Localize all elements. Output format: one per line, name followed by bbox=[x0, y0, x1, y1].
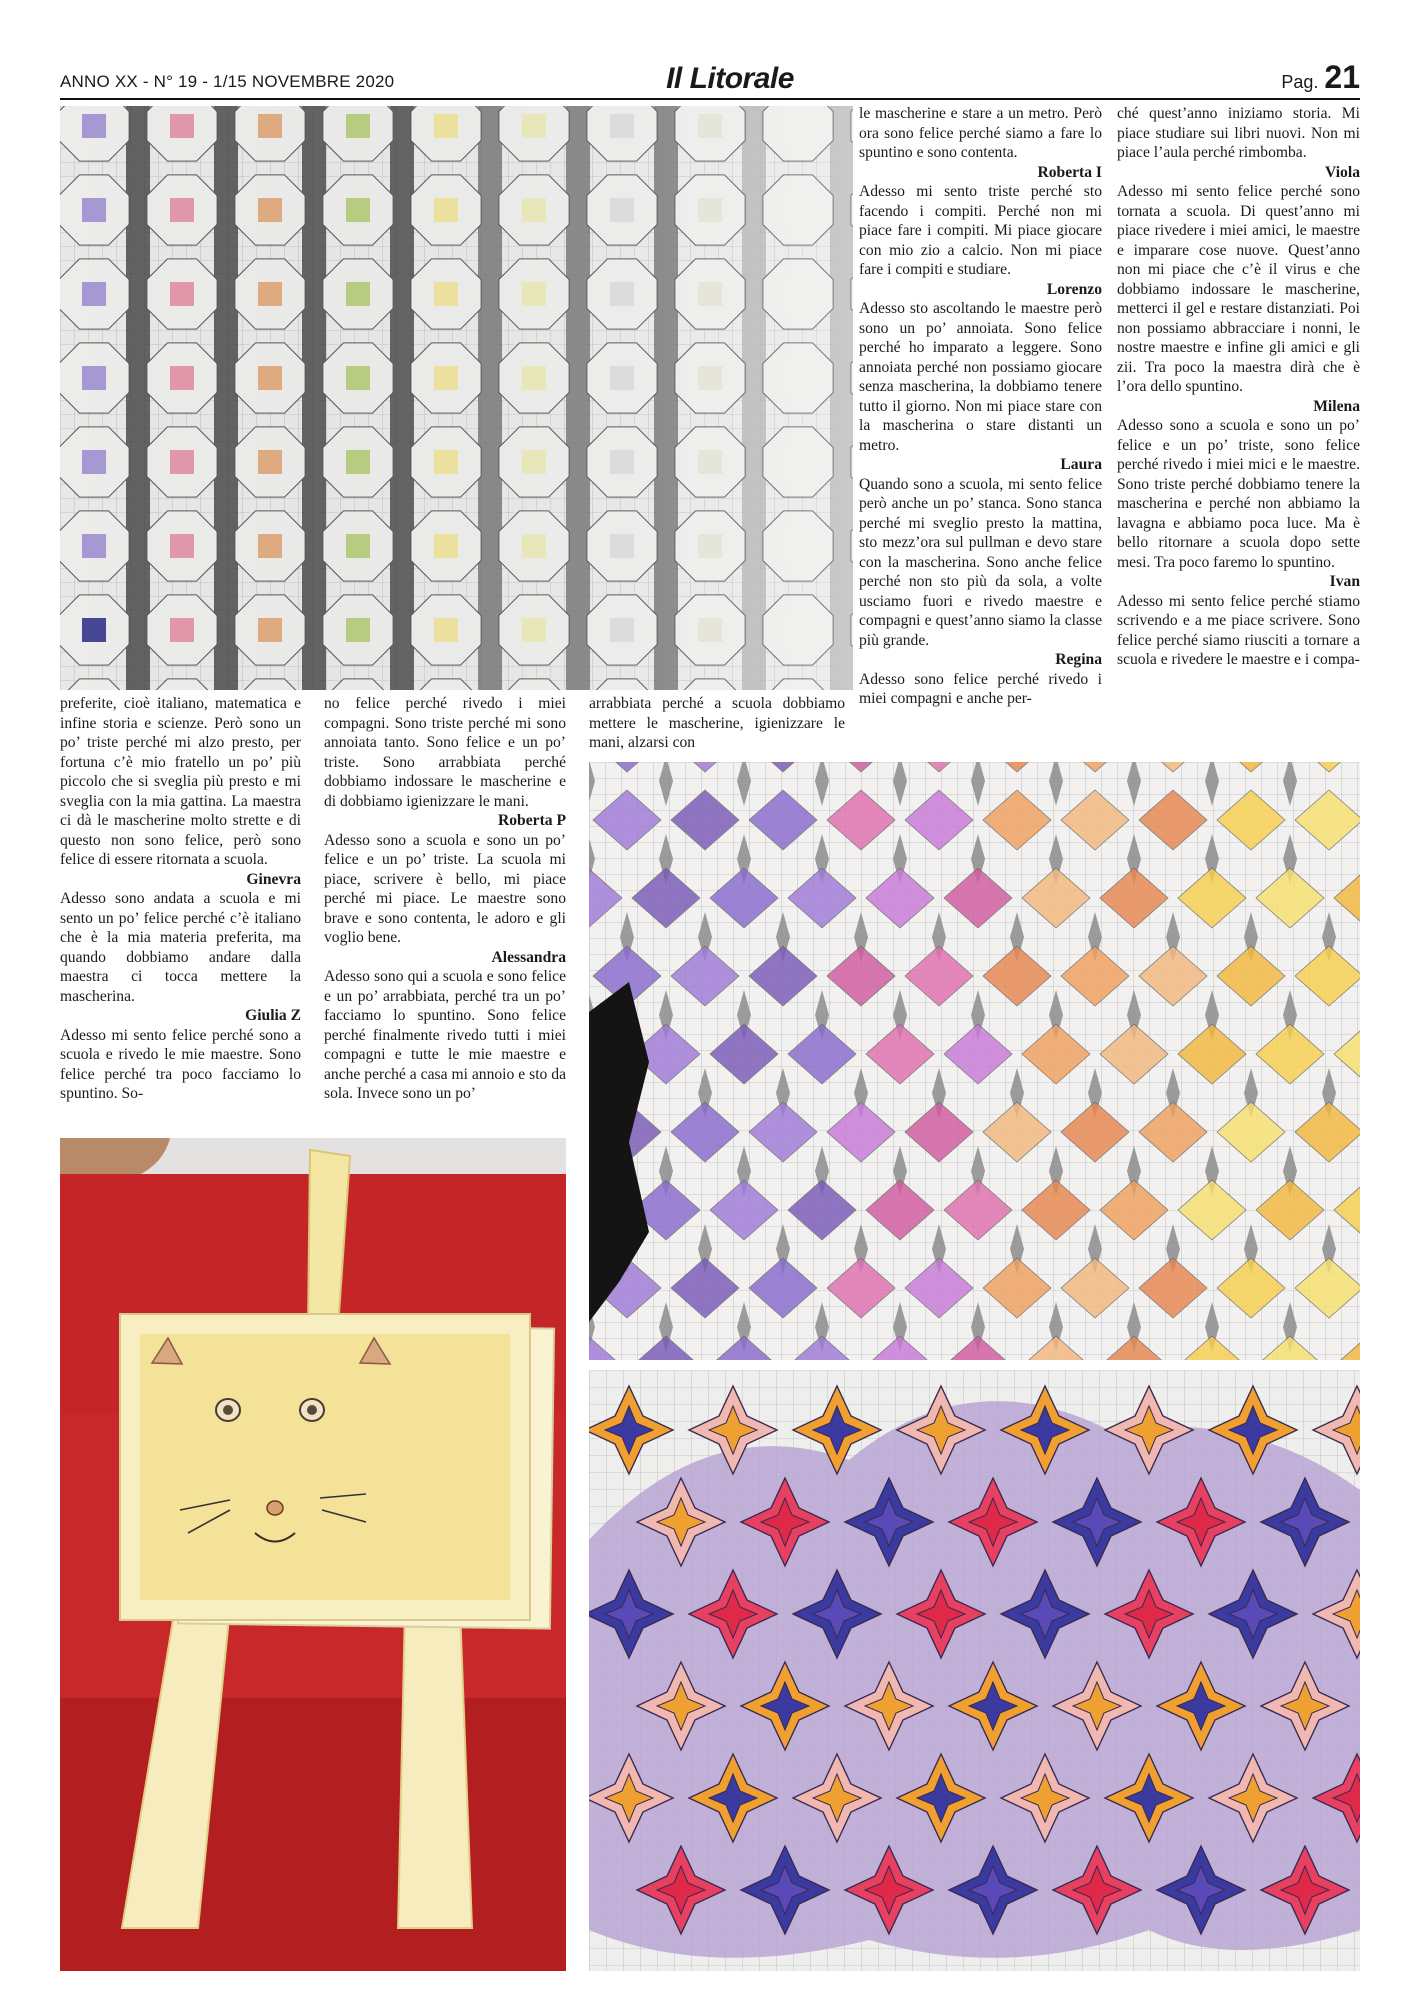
paragraph: Adesso sono qui a scuola e sono felice e un po’ arrabbiata, perché tra un po’ facciamo lo spuntino. Sono felice perché finalmente rivedo tutti i miei compagni e tutte le mie maestre e anche perché a casa mi annoio e sto da sola. Invece sono un po’ bbox=[324, 968, 566, 1102]
article-column-5 bbox=[1117, 104, 1360, 670]
issue-line: ANNO XX - N° 19 - 1/15 NOVEMBRE 2020 bbox=[60, 72, 395, 91]
author-signature: Alessandra bbox=[491, 948, 566, 966]
paragraph: Adesso mi sento triste perché sto facendo i compiti. Perché non mi piace fare i compiti. Mi piace giocare con mio zio a calcio. Non mi piace fare i compiti e studiare. bbox=[859, 183, 1102, 278]
header-rule bbox=[60, 98, 1360, 100]
newspaper-title bbox=[60, 62, 1360, 96]
author-signature: Ivan bbox=[1329, 573, 1360, 590]
author-signature: Roberta P bbox=[498, 812, 566, 829]
paragraph: ché quest’anno iniziamo storia. Mi piace studiare sui libri nuovi. Non mi piace l’aula perché rimbomba. bbox=[1117, 105, 1360, 161]
article-column-4 bbox=[859, 104, 1102, 709]
paragraph: Quando sono a scuola, mi sento felice però anche un po’ stanca. Sono stanca perché mi sveglio presto la mattina, sto mezz’ora sul pullman e devo stare con la mascherina. Sono anche felice perché non sto più da sola, a volte usciamo fuori e rivedo maestre e compagni e quest’anno siamo la classe più grande. bbox=[859, 475, 1102, 649]
photo-paper-cat bbox=[60, 1138, 566, 1971]
paragraph: Adesso sono felice perché rivedo i miei compagni e anche per- bbox=[859, 670, 1102, 707]
page-label: Pag. bbox=[1281, 72, 1319, 92]
paragraph: Adesso sono a scuola e sono un po’ felice e un po’ triste, sono felice perché rivedo i miei mici e le maestre. Sono triste perché dobbiamo tenere la mascherina e perché non abbiamo la lavagna e abbiamo poca luce. Ma è bello ritornare a scuola dopo sette mesi. Tra poco faremo lo spuntino. bbox=[1117, 417, 1360, 571]
newspaper-title-text: Il Litorale bbox=[666, 62, 794, 95]
author-signature: Roberta I bbox=[1037, 163, 1102, 181]
paragraph: Adesso mi sento felice perché sono a scuola e rivedo le mie maestre. Sono felice perché tra poco facciamo lo spuntino. So- bbox=[60, 1026, 301, 1102]
masthead bbox=[60, 58, 1360, 98]
paragraph: Adesso sono a scuola e sono un po’ felice e un po’ triste. La scuola mi piace, scrivere è bello, mi piace perché mi piace. Le maestre sono brave e sono contenta, le adoro e gli voglio bene. bbox=[324, 831, 566, 946]
paragraph: Adesso sto ascoltando le maestre però sono un po’ annoiata. Sono felice perché ho imparato a leggere. Sono annoiata perché non possiamo giocare senza mascherina, la dobbiamo tenere tutto il giorno. Non mi piace stare con la mascherina o stare distanti un metro. bbox=[859, 300, 1102, 454]
author-signature: Laura bbox=[1060, 456, 1102, 473]
article-column-1 bbox=[60, 694, 301, 1104]
article-column-3 bbox=[589, 694, 845, 753]
paragraph: no felice perché rivedo i miei compagni. Sono triste perché mi sono annoiata tanto. Sono felice e un po’ triste. Sono arrabbiata perché dobbiamo indossare le mascherine e di dobbiamo igienizzare le mani. bbox=[324, 695, 566, 810]
paragraph: Adesso sono andata a scuola e mi sento un po’ felice perché c’è italiano che è la mia materia preferita, ma quando dobbiamo andare dalla maestra ci tocca mettere la mascherina. bbox=[60, 890, 301, 1005]
paragraph: arrabbiata perché a scuola dobbiamo mettere le mascherine, igienizzare le mani, alzarsi con bbox=[589, 695, 845, 751]
paragraph: Adesso mi sento felice perché sono tornata a scuola. Di quest’anno mi piace rivedere i miei amici, le maestre e imparare cose nuove. Quest’anno non mi piace che c’è il virus e che dobbiamo indossare le mascherine, metterci il gel e restare distanziati. Poi non possiamo abbracciare i nonni, le nostre maestre e infine gli amici e gli zii. Tra poco la maestra dirà che è l’ora dello spuntino. bbox=[1117, 183, 1360, 395]
author-signature: Regina bbox=[1055, 651, 1102, 668]
author-signature: Viola bbox=[1325, 163, 1360, 181]
photo-octagon-drawing bbox=[60, 106, 853, 690]
author-signature: Ginevra bbox=[246, 870, 301, 888]
author-signature: Milena bbox=[1313, 397, 1360, 415]
author-signature: Giulia Z bbox=[245, 1007, 301, 1024]
paragraph: Adesso mi sento felice perché stiamo scrivendo e a me piace scrivere. Sono felice perché siamo riusciti a tornare a scuola e rivedere le maestre e i compa- bbox=[1117, 592, 1360, 668]
paragraph: le mascherine e stare a un metro. Però ora sono felice perché siamo a fare lo spuntino e sono contenta. bbox=[859, 105, 1102, 161]
paragraph: preferite, cioè italiano, matematica e infine storia e scienze. Però sono un po’ triste perché mi alzo presto, per fortuna c’è mio fratello un po’ più piccolo che si sveglia più presto e mi sveglia con la mia gattina. La maestra ci dà le mascherine molto strette e di questo non sono felice, però sono felice di essere ritornata a scuola. bbox=[60, 695, 301, 868]
photo-diamond-drawing bbox=[589, 762, 1360, 1360]
page-number-block bbox=[1281, 59, 1360, 96]
article-column-2 bbox=[324, 694, 566, 1104]
page-number: 21 bbox=[1324, 59, 1360, 95]
author-signature: Lorenzo bbox=[1046, 280, 1102, 298]
photo-star-drawing bbox=[589, 1370, 1360, 1971]
